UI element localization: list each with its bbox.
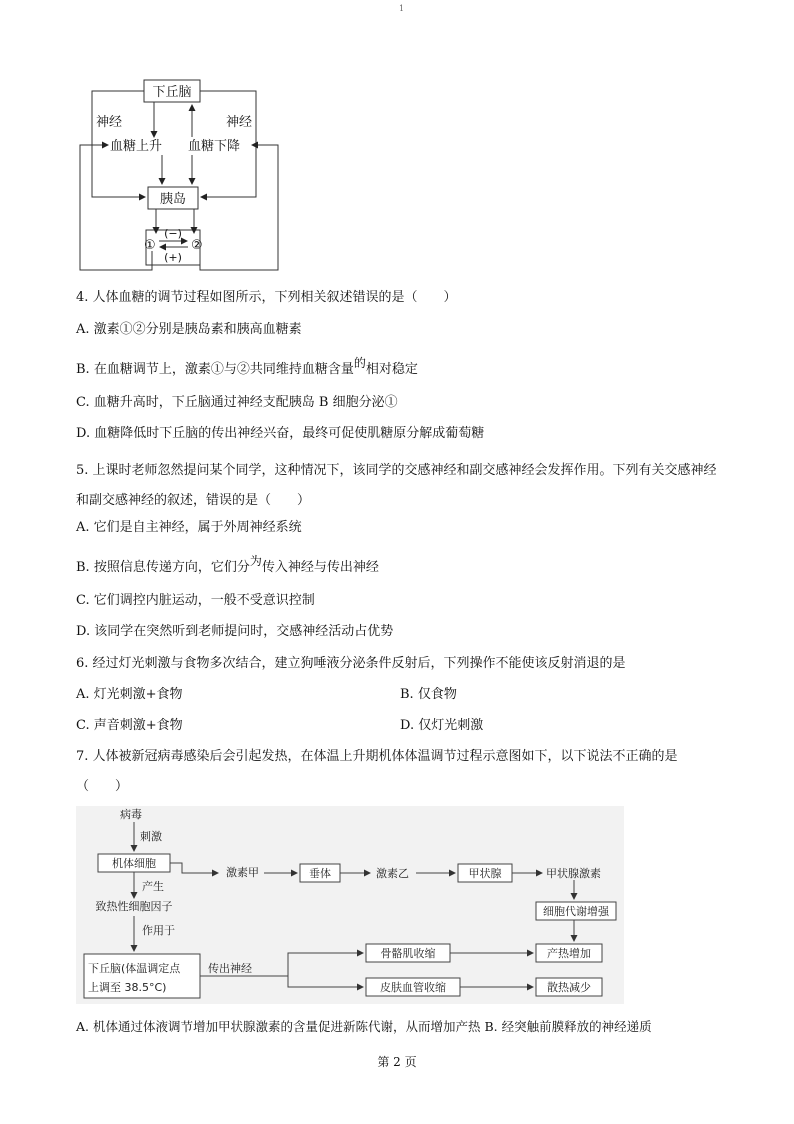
q5-option-c: C. 它们调控内脏运动，一般不受意识控制 (76, 593, 315, 608)
hormone-a-label: 激素甲 (226, 866, 259, 879)
heat-down-label: 散热减少 (547, 981, 591, 994)
q6-option-c: C. 声音刺激+食物 (76, 718, 183, 733)
thyroid-label: 甲状腺 (468, 867, 502, 880)
q5-option-a: A. 它们是自主神经，属于外周神经系统 (76, 520, 302, 535)
hypothalamus-label: 下丘脑 (152, 85, 192, 100)
q4-b-pre: B. 在血糖调节上，激素①与②共同维持血糖含量 (76, 362, 354, 377)
inhibit-label: (−) (164, 227, 182, 240)
virus-label: 病毒 (120, 808, 142, 821)
hypothalamus-line2: 上调至 38.5°C) (88, 981, 167, 994)
islet-label: 胰岛 (159, 192, 187, 207)
q5-b-pre: B. 按照信息传递方向，它们分 (76, 560, 250, 575)
q6-stem: 6. 经过灯光刺激与食物多次结合，建立狗唾液分泌条件反射后，下列操作不能使该反射消退的是 (76, 656, 626, 671)
q5-option-b (76, 554, 379, 577)
q7-paren: （ ） (76, 779, 129, 794)
q6-option-b: B. 仅食物 (400, 687, 457, 702)
hormone-1-label: ① (144, 238, 156, 253)
q4-option-b (76, 356, 418, 379)
muscle-label: 骨骼肌收缩 (380, 947, 436, 960)
q4-option-a: A. 激素①②分别是胰岛素和胰高血糖素 (76, 322, 302, 337)
nerve-right-label: 神经 (226, 115, 253, 130)
hormone-2-label: ② (191, 238, 203, 253)
thyroid-hormone-label: 甲状腺激素 (546, 867, 601, 880)
promote-label: (+) (164, 251, 182, 264)
q4-stem: 4. 人体血糖的调节过程如图所示，下列相关叙述错误的是（ ） (76, 290, 457, 305)
q5-stem: 5. 上课时老师忽然提问某个同学，这种情况下，该同学的交感神经和副交感神经会发挥作用。下列有关交感神经和副交感神经的叙述，错误的是（ ） (76, 463, 717, 508)
body-cells-label: 机体细胞 (112, 857, 156, 870)
glucose-regulation-diagram (70, 75, 290, 280)
q5-b-sup: 为 (249, 554, 262, 568)
pituitary-label: 垂体 (309, 867, 331, 880)
acts-on-label: 作用于 (142, 924, 175, 937)
header-mark: 1 (399, 4, 405, 13)
hormone-b-label: 激素乙 (376, 867, 409, 880)
hypothalamus-line1: 下丘脑(体温调定点 (88, 962, 181, 975)
q7-options-line: A. 机体通过体液调节增加甲状腺激素的含量促进新陈代谢，从而增加产热 B. 经突触前膜释放的神经递质 (76, 1019, 652, 1034)
q4-b-sup: 的 (353, 356, 366, 370)
nerve-left-label: 神经 (96, 115, 123, 130)
efferent-label: 传出神经 (208, 962, 252, 975)
q4-b-post: 相对稳定 (365, 362, 418, 377)
q7-stem: 7. 人体被新冠病毒感染后会引起发热，在体温上升期机体体温调节过程示意图如下，以下说法不正确的是 (76, 749, 678, 764)
page-number: 第 2 页 (377, 1055, 417, 1069)
produce-label: 产生 (142, 880, 164, 893)
q5-option-d: D. 该同学在突然听到老师提问时，交感神经活动占优势 (76, 624, 394, 639)
pyrogen-label: 致热性细胞因子 (95, 900, 173, 913)
glucose-up-label: 血糖上升 (110, 139, 163, 154)
q4-option-d: D. 血糖降低时下丘脑的传出神经兴奋，最终可促使肌糖原分解成葡萄糖 (76, 426, 485, 441)
glucose-down-label: 血糖下降 (188, 139, 241, 154)
q6-option-d: D. 仅灯光刺激 (400, 718, 484, 733)
fever-regulation-diagram (76, 806, 624, 1004)
q5-b-post: 传入神经与传出神经 (261, 560, 379, 575)
q6-option-a: A. 灯光刺激+食物 (76, 687, 183, 702)
metabolism-label: 细胞代谢增强 (543, 905, 609, 918)
skin-label: 皮肤血管收缩 (380, 981, 446, 994)
q4-option-c: C. 血糖升高时，下丘脑通过神经支配胰岛 B 细胞分泌① (76, 395, 398, 410)
stimulate-label: 刺激 (140, 830, 162, 843)
heat-up-label: 产热增加 (547, 947, 591, 960)
